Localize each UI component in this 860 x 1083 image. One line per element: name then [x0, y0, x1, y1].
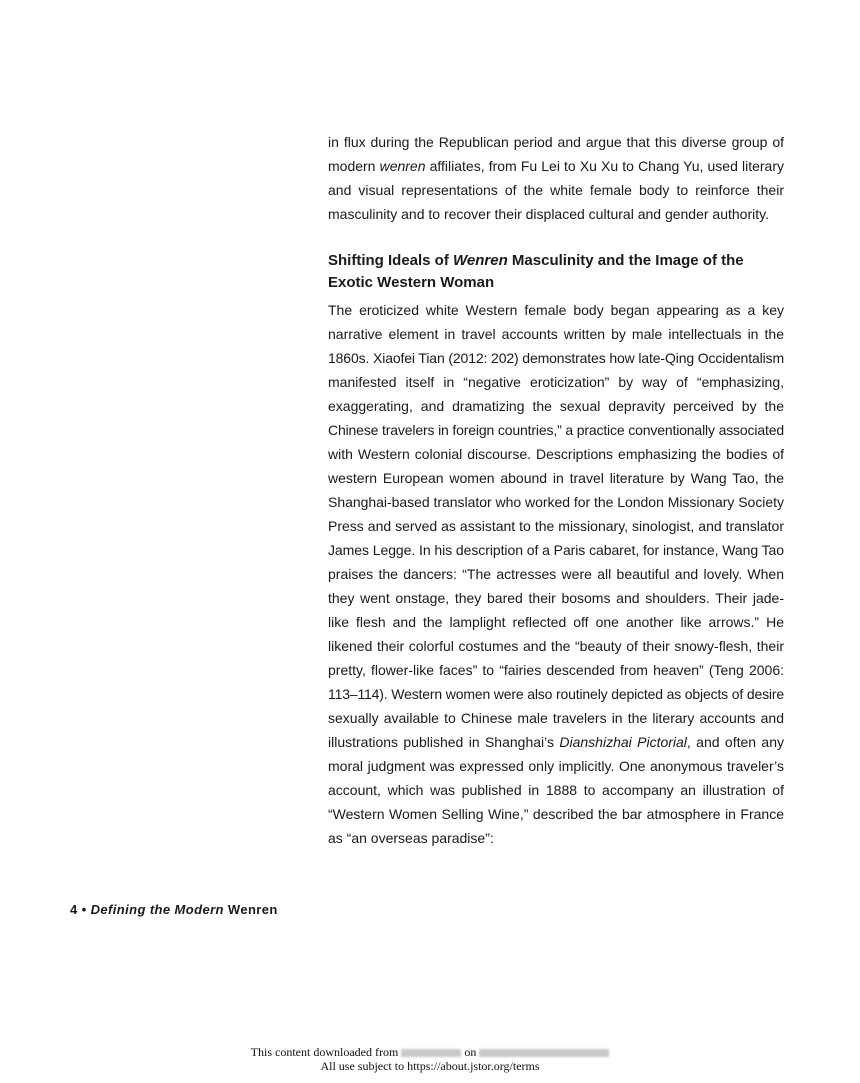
text-segment: praises the dancers: “The actresses were all beautiful and lovely. When: [328, 566, 784, 582]
text-line: [328, 490, 784, 514]
text-line: [328, 586, 784, 610]
section-heading: [328, 250, 784, 294]
text-segment: as “an overseas paradise”:: [328, 830, 494, 846]
text-line: [328, 154, 784, 178]
text-segment: James Legge. In his description of a Paris cabaret, for instance, Wang Tao: [328, 542, 784, 558]
text-line: [328, 514, 784, 538]
text-segment: account, which was published in 1888 to accompany an illustration of: [328, 782, 784, 798]
text-line: [328, 418, 784, 442]
text-segment: illustrations published in Shanghai’s: [328, 734, 560, 750]
text-line: [328, 322, 784, 346]
text-segment: Chinese travelers in foreign countries,” a practice conventionally associated: [328, 422, 784, 438]
text-line: [328, 466, 784, 490]
jstor-notice: [0, 1045, 860, 1073]
text-segment: sexually available to Chinese male travelers in the literary accounts and: [328, 710, 784, 726]
text-segment: modern: [328, 158, 380, 174]
text-line: [328, 130, 784, 154]
heading-text: Shifting Ideals of: [328, 252, 454, 269]
text-segment: masculinity and to recover their displaced cultural and gender authority.: [328, 206, 769, 222]
text-line: [328, 730, 784, 754]
terms-text: All use subject to https://about.jstor.org/terms: [320, 1059, 540, 1073]
text-segment: “Western Women Selling Wine,” described the bar atmosphere in France: [328, 806, 784, 822]
redacted-ip: [401, 1049, 461, 1057]
paragraph-body: [328, 298, 784, 850]
text-line: [328, 346, 784, 370]
text-line: [328, 610, 784, 634]
download-text: This content downloaded from: [250, 1045, 402, 1059]
text-segment: in flux during the Republican period and argue that this diverse group of: [328, 134, 784, 150]
text-segment: with Western colonial discourse. Descriptions emphasizing the bodies of: [328, 446, 784, 462]
text-line: [328, 202, 784, 226]
text-segment: likened their colorful costumes and the “beauty of their snowy-flesh, their: [328, 638, 784, 654]
italic-term: Dianshizhai Pictorial: [559, 734, 687, 750]
bullet: •: [77, 902, 91, 917]
text-line: [328, 178, 784, 202]
text-line: [328, 826, 784, 850]
italic-term: wenren: [379, 158, 426, 174]
text-segment: 1860s. Xiaofei Tian (2012: 202) demonstrates how late-Qing Occidentalism: [328, 350, 784, 366]
text-segment: exaggerating, and dramatizing the sexual depravity perceived by the: [328, 398, 784, 414]
text-segment: pretty, flower-like faces” to “fairies descended from heaven” (Teng 2006:: [328, 662, 784, 678]
paragraph-intro: [328, 130, 784, 226]
text-segment: they went onstage, they bared their bosoms and shoulders. Their jade-: [328, 590, 784, 606]
text-line: [328, 706, 784, 730]
text-segment: 113–114). Western women were also routinely depicted as objects of desire: [328, 686, 784, 702]
footer-title: Wenren: [223, 902, 278, 917]
footer-title-italic: Defining the Modern: [90, 902, 224, 917]
text-line: [328, 658, 784, 682]
text-line: [328, 754, 784, 778]
heading-line-2: Exotic Western Woman: [328, 274, 495, 291]
text-segment: Shanghai-based translator who worked for the London Missionary Society: [328, 494, 784, 510]
heading-italic: Wenren: [453, 252, 508, 269]
text-line: [328, 298, 784, 322]
running-footer: [70, 902, 278, 917]
text-segment: affiliates, from Fu Lei to Xu Xu to Chang Yu, used literary: [425, 158, 784, 174]
download-text: on: [461, 1045, 480, 1059]
text-segment: The eroticized white Western female body began appearing as a key: [328, 302, 784, 318]
heading-text: Masculinity and the Image of the: [507, 252, 744, 269]
text-segment: like flesh and the lamplight reflected off one another like arrows.” He: [328, 614, 784, 630]
text-segment: moral judgment was expressed only implicitly. One anonymous traveler’s: [328, 758, 784, 774]
text-segment: manifested itself in “negative eroticization” by way of “emphasizing,: [328, 374, 784, 390]
text-line: [328, 778, 784, 802]
text-segment: , and often any: [686, 734, 784, 750]
text-segment: Press and served as assistant to the missionary, sinologist, and translator: [328, 518, 784, 534]
text-line: [328, 682, 784, 706]
text-line: [328, 562, 784, 586]
text-line: [328, 634, 784, 658]
text-segment: narrative element in travel accounts written by male intellectuals in the: [328, 326, 784, 342]
text-line: [328, 370, 784, 394]
text-line: [328, 538, 784, 562]
text-line: [328, 442, 784, 466]
text-segment: western European women abound in travel literature by Wang Tao, the: [328, 470, 784, 486]
redacted-date: [479, 1049, 609, 1057]
text-line: [328, 802, 784, 826]
text-line: [328, 394, 784, 418]
text-segment: and visual representations of the white female body to reinforce their: [328, 182, 784, 198]
page-number: 4: [70, 902, 78, 917]
